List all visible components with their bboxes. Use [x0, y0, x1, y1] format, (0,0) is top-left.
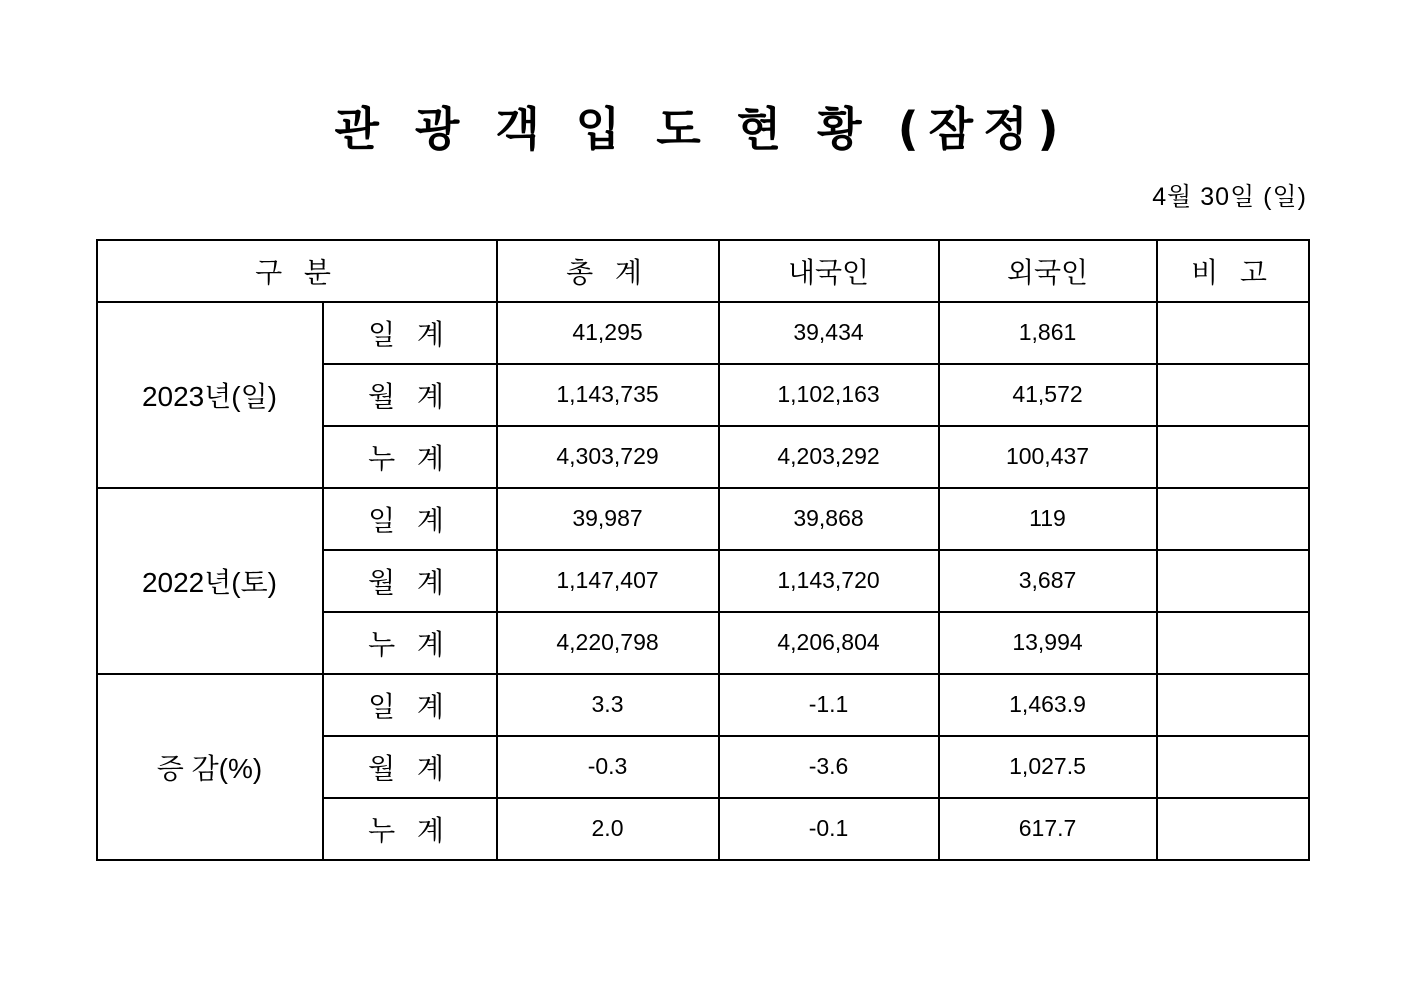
cell-domestic-cumulative-2022: 4,206,804	[719, 612, 939, 674]
table-header-row	[97, 240, 1309, 302]
row-label-cumulative-change: 누 계	[323, 798, 497, 860]
cell-remarks-daily-2023	[1157, 302, 1309, 364]
row-label-monthly-2022: 월 계	[323, 550, 497, 612]
report-date: 4월 30일 (일)	[1152, 182, 1307, 211]
row-label-daily-change: 일 계	[323, 674, 497, 736]
table-row	[97, 488, 1309, 550]
header-category: 구 분	[97, 240, 497, 302]
cell-domestic-monthly-2022: 1,143,720	[719, 550, 939, 612]
cell-foreign-cumulative-2022: 13,994	[939, 612, 1157, 674]
cell-foreign-cumulative-2023: 100,437	[939, 426, 1157, 488]
row-label-daily-2022: 일 계	[323, 488, 497, 550]
row-label-cumulative-2023: 누 계	[323, 426, 497, 488]
cell-total-monthly-change: -0.3	[497, 736, 719, 798]
row-label-cumulative-2022: 누 계	[323, 612, 497, 674]
cell-foreign-monthly-2022: 3,687	[939, 550, 1157, 612]
cell-remarks-cumulative-2022	[1157, 612, 1309, 674]
cell-domestic-monthly-change: -3.6	[719, 736, 939, 798]
group-label-2023: 2023년(일)	[97, 302, 323, 488]
cell-domestic-daily-2023: 39,434	[719, 302, 939, 364]
cell-foreign-monthly-2023: 41,572	[939, 364, 1157, 426]
cell-foreign-monthly-change: 1,027.5	[939, 736, 1157, 798]
cell-total-cumulative-2023: 4,303,729	[497, 426, 719, 488]
cell-total-monthly-2023: 1,143,735	[497, 364, 719, 426]
cell-remarks-cumulative-2023	[1157, 426, 1309, 488]
table-header	[97, 240, 1309, 302]
cell-foreign-daily-change: 1,463.9	[939, 674, 1157, 736]
table-body	[97, 302, 1309, 860]
cell-total-cumulative-2022: 4,220,798	[497, 612, 719, 674]
page-title: 관 광 객 입 도 현 황 (잠정)	[334, 102, 1069, 156]
cell-domestic-daily-2022: 39,868	[719, 488, 939, 550]
row-label-daily-2023: 일 계	[323, 302, 497, 364]
cell-total-daily-2022: 39,987	[497, 488, 719, 550]
tourist-arrivals-table-wrapper	[96, 239, 1308, 861]
cell-foreign-daily-2022: 119	[939, 488, 1157, 550]
cell-total-daily-change: 3.3	[497, 674, 719, 736]
cell-total-monthly-2022: 1,147,407	[497, 550, 719, 612]
table-row	[97, 302, 1309, 364]
table-row	[97, 674, 1309, 736]
cell-domestic-monthly-2023: 1,102,163	[719, 364, 939, 426]
header-total: 총 계	[497, 240, 719, 302]
tourist-arrivals-table	[96, 239, 1310, 861]
cell-domestic-daily-change: -1.1	[719, 674, 939, 736]
cell-total-daily-2023: 41,295	[497, 302, 719, 364]
cell-domestic-cumulative-change: -0.1	[719, 798, 939, 860]
row-label-monthly-2023: 월 계	[323, 364, 497, 426]
row-label-monthly-change: 월 계	[323, 736, 497, 798]
cell-remarks-monthly-2022	[1157, 550, 1309, 612]
cell-total-cumulative-change: 2.0	[497, 798, 719, 860]
cell-remarks-monthly-2023	[1157, 364, 1309, 426]
cell-foreign-cumulative-change: 617.7	[939, 798, 1157, 860]
group-label-change: 증 감(%)	[97, 674, 323, 860]
group-label-2022: 2022년(토)	[97, 488, 323, 674]
cell-remarks-daily-2022	[1157, 488, 1309, 550]
header-remarks: 비 고	[1157, 240, 1309, 302]
cell-domestic-cumulative-2023: 4,203,292	[719, 426, 939, 488]
cell-remarks-daily-change	[1157, 674, 1309, 736]
cell-foreign-daily-2023: 1,861	[939, 302, 1157, 364]
header-foreign: 외국인	[939, 240, 1157, 302]
header-domestic: 내국인	[719, 240, 939, 302]
cell-remarks-cumulative-change	[1157, 798, 1309, 860]
cell-remarks-monthly-change	[1157, 736, 1309, 798]
